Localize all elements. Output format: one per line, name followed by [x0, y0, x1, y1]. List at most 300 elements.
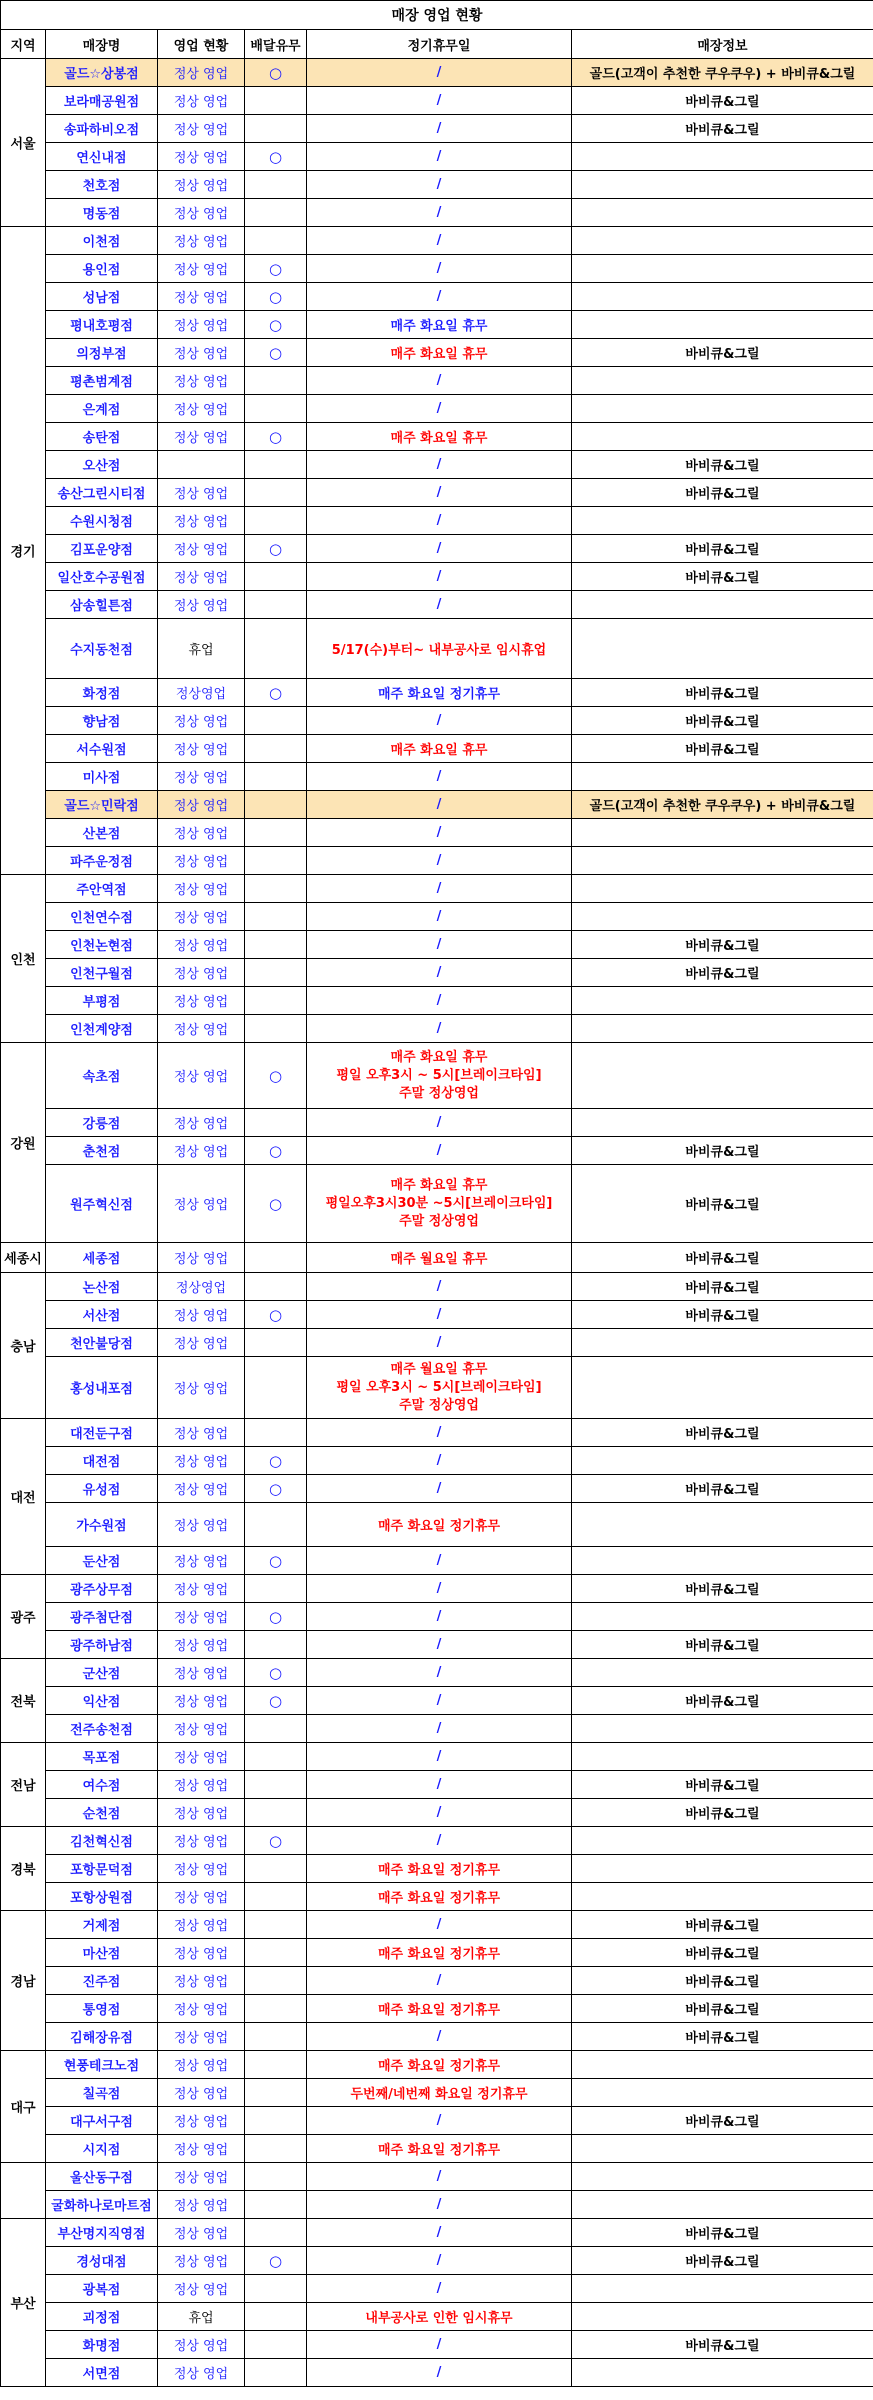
- table-row: [1, 199, 873, 227]
- store-status: 정상 영업: [158, 199, 245, 227]
- delivery-mark: [245, 1273, 307, 1301]
- table-row: [1, 1771, 873, 1799]
- store-info: [572, 1659, 873, 1687]
- store-info: [572, 2191, 873, 2219]
- header-store-info: 매장정보: [572, 30, 873, 59]
- regular-closure: 매주 화요일 정기휴무: [307, 1883, 572, 1911]
- store-name: 논산점: [46, 1273, 158, 1301]
- store-status: 정상 영업: [158, 2247, 245, 2275]
- store-info: 바비큐&그릴: [572, 1939, 873, 1967]
- store-info: [572, 1547, 873, 1575]
- region-cell: 경북: [1, 1827, 46, 1911]
- table-row: [1, 1137, 873, 1165]
- delivery-mark: [245, 707, 307, 735]
- store-info: 바비큐&그릴: [572, 1967, 873, 1995]
- regular-closure: /: [307, 1575, 572, 1603]
- store-status: 정상 영업: [158, 115, 245, 143]
- store-name: 의정부점: [46, 339, 158, 367]
- table-row: [1, 2135, 873, 2163]
- delivery-mark: ○: [245, 423, 307, 451]
- closure-line: 매주 화요일 휴무: [390, 1177, 488, 1193]
- store-info: [572, 1329, 873, 1357]
- table-row: [1, 1855, 873, 1883]
- delivery-mark: ○: [245, 339, 307, 367]
- regular-closure: /: [307, 791, 572, 819]
- regular-closure: /: [307, 451, 572, 479]
- regular-closure: /: [307, 199, 572, 227]
- store-name: 서수원점: [46, 735, 158, 763]
- store-name: 보라매공원점: [46, 87, 158, 115]
- regular-closure: /: [307, 143, 572, 171]
- store-status: 정상 영업: [158, 1603, 245, 1631]
- delivery-mark: ○: [245, 1165, 307, 1243]
- regular-closure: /: [307, 1419, 572, 1447]
- regular-closure: /: [307, 1799, 572, 1827]
- delivery-mark: [245, 959, 307, 987]
- table-row: [1, 367, 873, 395]
- regular-closure: 매주 화요일 휴무: [307, 311, 572, 339]
- delivery-mark: [245, 479, 307, 507]
- store-info: [572, 395, 873, 423]
- store-name: 평촌범계점: [46, 367, 158, 395]
- store-name: 군산점: [46, 1659, 158, 1687]
- regular-closure: /: [307, 875, 572, 903]
- table-row: [1, 591, 873, 619]
- regular-closure: /: [307, 903, 572, 931]
- regular-closure: /: [307, 2247, 572, 2275]
- regular-closure: 5/17(수)부터~ 내부공사로 임시휴업: [307, 619, 572, 679]
- store-name: 광주첨단점: [46, 1603, 158, 1631]
- regular-closure: /: [307, 1109, 572, 1137]
- store-info: [572, 227, 873, 255]
- store-status: 정상영업: [158, 1273, 245, 1301]
- region-cell: 대구: [1, 2051, 46, 2163]
- regular-closure: /: [307, 819, 572, 847]
- store-status: 정상 영업: [158, 143, 245, 171]
- store-status: 정상영업: [158, 679, 245, 707]
- table-row: [1, 959, 873, 987]
- table-row: [1, 1547, 873, 1575]
- store-status: 정상 영업: [158, 1631, 245, 1659]
- store-name: 홍성내포점: [46, 1357, 158, 1419]
- table-row: [1, 619, 873, 679]
- store-info: 바비큐&그릴: [572, 1687, 873, 1715]
- store-info: 바비큐&그릴: [572, 1475, 873, 1503]
- delivery-mark: ○: [245, 1475, 307, 1503]
- regular-closure: /: [307, 1329, 572, 1357]
- region-cell: 광주: [1, 1575, 46, 1659]
- store-info: [572, 1883, 873, 1911]
- store-status: 정상 영업: [158, 1301, 245, 1329]
- delivery-mark: [245, 1243, 307, 1273]
- table-row: [1, 2023, 873, 2051]
- region-cell: 경기: [1, 227, 46, 875]
- delivery-mark: [245, 1109, 307, 1137]
- store-name: 김천혁신점: [46, 1827, 158, 1855]
- store-name: 순천점: [46, 1799, 158, 1827]
- store-info: [572, 199, 873, 227]
- store-info: [572, 1827, 873, 1855]
- delivery-mark: [245, 1503, 307, 1547]
- table-row: [1, 479, 873, 507]
- store-status: 정상 영업: [158, 2359, 245, 2387]
- store-name: 화정점: [46, 679, 158, 707]
- store-name: 향남점: [46, 707, 158, 735]
- regular-closure: /: [307, 367, 572, 395]
- delivery-mark: [245, 115, 307, 143]
- delivery-mark: [245, 2219, 307, 2247]
- store-status: 정상 영업: [158, 367, 245, 395]
- store-info: [572, 2303, 873, 2331]
- closure-line: 주말 정상영업: [399, 1085, 479, 1101]
- store-status: 정상 영업: [158, 1799, 245, 1827]
- delivery-mark: ○: [245, 283, 307, 311]
- table-row: [1, 563, 873, 591]
- store-status: 정상 영업: [158, 59, 245, 87]
- table-row: [1, 339, 873, 367]
- table-row: [1, 171, 873, 199]
- table-row: [1, 395, 873, 423]
- store-name: 통영점: [46, 1995, 158, 2023]
- store-info: [572, 875, 873, 903]
- table-row: [1, 1883, 873, 1911]
- delivery-mark: ○: [245, 1659, 307, 1687]
- store-status: 정상 영업: [158, 2135, 245, 2163]
- store-status: 정상 영업: [158, 1939, 245, 1967]
- table-row: [1, 819, 873, 847]
- store-info: [572, 1447, 873, 1475]
- store-name: 부산명지직영점: [46, 2219, 158, 2247]
- store-info: 바비큐&그릴: [572, 1799, 873, 1827]
- store-name: 춘천점: [46, 1137, 158, 1165]
- regular-closure: /: [307, 1301, 572, 1329]
- store-info: 바비큐&그릴: [572, 1911, 873, 1939]
- store-name: 천안불당점: [46, 1329, 158, 1357]
- regular-closure: /: [307, 1547, 572, 1575]
- regular-closure: /: [307, 479, 572, 507]
- delivery-mark: ○: [245, 1603, 307, 1631]
- store-name: 인천연수점: [46, 903, 158, 931]
- store-name: 가수원점: [46, 1503, 158, 1547]
- store-name: 수원시청점: [46, 507, 158, 535]
- region-cell: [1, 2163, 46, 2219]
- header-store-name: 매장명: [46, 30, 158, 59]
- table-row: [1, 1243, 873, 1273]
- store-info: 바비큐&그릴: [572, 2023, 873, 2051]
- table-row: [1, 227, 873, 255]
- table-row: [1, 1911, 873, 1939]
- store-name: 인천계양점: [46, 1015, 158, 1043]
- store-info: [572, 1715, 873, 1743]
- header-status: 영업 현황: [158, 30, 245, 59]
- store-status: 정상 영업: [158, 311, 245, 339]
- store-status: [158, 451, 245, 479]
- delivery-mark: [245, 1419, 307, 1447]
- store-status: 정상 영업: [158, 2079, 245, 2107]
- store-info: [572, 283, 873, 311]
- delivery-mark: ○: [245, 2247, 307, 2275]
- table-row: [1, 763, 873, 791]
- regular-closure: 매주 화요일 정기휴무: [307, 1995, 572, 2023]
- store-info: 바비큐&그릴: [572, 1273, 873, 1301]
- store-info: [572, 591, 873, 619]
- delivery-mark: [245, 451, 307, 479]
- delivery-mark: [245, 931, 307, 959]
- store-status: 정상 영업: [158, 819, 245, 847]
- table-row: [1, 1799, 873, 1827]
- regular-closure: /: [307, 1827, 572, 1855]
- delivery-mark: [245, 2023, 307, 2051]
- store-name: 부평점: [46, 987, 158, 1015]
- store-status: 정상 영업: [158, 2163, 245, 2191]
- store-info: [572, 1109, 873, 1137]
- store-info: [572, 1743, 873, 1771]
- store-status: 정상 영업: [158, 1475, 245, 1503]
- table-row: [1, 2079, 873, 2107]
- store-status: 정상 영업: [158, 591, 245, 619]
- store-name: 둔산점: [46, 1547, 158, 1575]
- table-row: [1, 2191, 873, 2219]
- store-name: 송산그린시티점: [46, 479, 158, 507]
- table-row: [1, 1687, 873, 1715]
- store-status: 정상 영업: [158, 1967, 245, 1995]
- store-status: 정상 영업: [158, 395, 245, 423]
- table-row: [1, 1967, 873, 1995]
- store-name: 수지동천점: [46, 619, 158, 679]
- closure-line: 주말 정상영업: [399, 1397, 479, 1413]
- store-status: 정상 영업: [158, 479, 245, 507]
- table-row: [1, 1995, 873, 2023]
- regular-closure: /: [307, 1603, 572, 1631]
- header-delivery: 배달유무: [245, 30, 307, 59]
- regular-closure: 매주 화요일 휴무: [307, 339, 572, 367]
- closure-line: 평일 오후3시 ~ 5시[브레이크타임]: [336, 1067, 542, 1083]
- table-row: [1, 2303, 873, 2331]
- store-name: 천호점: [46, 171, 158, 199]
- store-info: [572, 2051, 873, 2079]
- delivery-mark: [245, 847, 307, 875]
- store-info: 바비큐&그릴: [572, 1137, 873, 1165]
- closure-line: 매주 월요일 휴무: [390, 1361, 488, 1377]
- regular-closure: [307, 1043, 572, 1109]
- store-name: 대전점: [46, 1447, 158, 1475]
- closure-line: 평일오후3시30분 ~5시[브레이크타임]: [325, 1195, 553, 1211]
- store-status: 정상 영업: [158, 1447, 245, 1475]
- regular-closure: /: [307, 763, 572, 791]
- store-name: 진주점: [46, 1967, 158, 1995]
- table-row: [1, 847, 873, 875]
- regular-closure: 매주 화요일 휴무: [307, 735, 572, 763]
- regular-closure: /: [307, 2191, 572, 2219]
- store-name: 포항상원점: [46, 1883, 158, 1911]
- table-row: [1, 707, 873, 735]
- store-status: 정상 영업: [158, 283, 245, 311]
- table-row: [1, 507, 873, 535]
- regular-closure: /: [307, 1137, 572, 1165]
- regular-closure: /: [307, 2359, 572, 2387]
- store-name: 여수점: [46, 1771, 158, 1799]
- store-name: 평내호평점: [46, 311, 158, 339]
- store-info: 바비큐&그릴: [572, 2331, 873, 2359]
- store-name: 은계점: [46, 395, 158, 423]
- store-status: 정상 영업: [158, 707, 245, 735]
- region-cell: 강원: [1, 1043, 46, 1243]
- store-name: 주안역점: [46, 875, 158, 903]
- store-info: [572, 1015, 873, 1043]
- regular-closure: 두번째/네번째 화요일 정기휴무: [307, 2079, 572, 2107]
- store-name: 굴화하나로마트점: [46, 2191, 158, 2219]
- store-status: 정상 영업: [158, 903, 245, 931]
- table-row: [1, 1419, 873, 1447]
- store-status: 정상 영업: [158, 1109, 245, 1137]
- table-row: [1, 791, 873, 819]
- store-status: 정상 영업: [158, 1419, 245, 1447]
- store-status: 정상 영업: [158, 2107, 245, 2135]
- store-info: 바비큐&그릴: [572, 451, 873, 479]
- delivery-mark: [245, 2275, 307, 2303]
- store-info: [572, 143, 873, 171]
- regular-closure: /: [307, 1475, 572, 1503]
- store-status: 정상 영업: [158, 735, 245, 763]
- store-info: [572, 819, 873, 847]
- store-status: 정상 영업: [158, 791, 245, 819]
- store-name: 속초점: [46, 1043, 158, 1109]
- regular-closure: /: [307, 2331, 572, 2359]
- store-name: 이천점: [46, 227, 158, 255]
- store-status: 정상 영업: [158, 959, 245, 987]
- delivery-mark: ○: [245, 1547, 307, 1575]
- regular-closure: /: [307, 2219, 572, 2247]
- regular-closure: [307, 1165, 572, 1243]
- regular-closure: /: [307, 59, 572, 87]
- regular-closure: /: [307, 563, 572, 591]
- store-name: 광복점: [46, 2275, 158, 2303]
- table-row: [1, 2275, 873, 2303]
- regular-closure: /: [307, 2163, 572, 2191]
- table-row: [1, 1631, 873, 1659]
- table-row: [1, 1273, 873, 1301]
- regular-closure: /: [307, 959, 572, 987]
- store-status: 정상 영업: [158, 1855, 245, 1883]
- store-name: 삼송힐튼점: [46, 591, 158, 619]
- store-name: 괴정점: [46, 2303, 158, 2331]
- store-status: 정상 영업: [158, 535, 245, 563]
- header-regular-closure: 정기휴무일: [307, 30, 572, 59]
- closure-line: 주말 정상영업: [399, 1213, 479, 1229]
- delivery-mark: ○: [245, 1447, 307, 1475]
- delivery-mark: [245, 1357, 307, 1419]
- table-row: [1, 1827, 873, 1855]
- store-status: 정상 영업: [158, 1503, 245, 1547]
- store-info: 바비큐&그릴: [572, 735, 873, 763]
- store-status: 정상 영업: [158, 2331, 245, 2359]
- delivery-mark: [245, 791, 307, 819]
- delivery-mark: [245, 1743, 307, 1771]
- table-row: [1, 143, 873, 171]
- regular-closure: /: [307, 1967, 572, 1995]
- store-name: 서면점: [46, 2359, 158, 2387]
- table-row: [1, 1475, 873, 1503]
- table-row: [1, 423, 873, 451]
- header-row: [1, 30, 873, 59]
- store-status: 정상 영업: [158, 227, 245, 255]
- table-row: [1, 451, 873, 479]
- store-status: 정상 영업: [158, 507, 245, 535]
- regular-closure: 매주 화요일 정기휴무: [307, 1939, 572, 1967]
- store-info: 바비큐&그릴: [572, 479, 873, 507]
- store-name: 전주송천점: [46, 1715, 158, 1743]
- store-info: [572, 903, 873, 931]
- store-status: 정상 영업: [158, 931, 245, 959]
- store-status: 정상 영업: [158, 339, 245, 367]
- store-info: 바비큐&그릴: [572, 1575, 873, 1603]
- regular-closure: /: [307, 591, 572, 619]
- table-row: [1, 987, 873, 1015]
- delivery-mark: [245, 1575, 307, 1603]
- store-name: 김해장유점: [46, 2023, 158, 2051]
- delivery-mark: [245, 1855, 307, 1883]
- store-name: 성남점: [46, 283, 158, 311]
- regular-closure: /: [307, 1273, 572, 1301]
- store-status: 정상 영업: [158, 2191, 245, 2219]
- delivery-mark: [245, 1329, 307, 1357]
- delivery-mark: [245, 819, 307, 847]
- delivery-mark: ○: [245, 143, 307, 171]
- store-name: 김포운양점: [46, 535, 158, 563]
- store-status: 정상 영업: [158, 2275, 245, 2303]
- store-info: 바비큐&그릴: [572, 959, 873, 987]
- store-name: 현풍테크노점: [46, 2051, 158, 2079]
- regular-closure: 매주 화요일 정기휴무: [307, 1503, 572, 1547]
- store-info: [572, 847, 873, 875]
- regular-closure: /: [307, 1687, 572, 1715]
- store-info: 바비큐&그릴: [572, 1419, 873, 1447]
- store-status: 정상 영업: [158, 1911, 245, 1939]
- store-status: 정상 영업: [158, 563, 245, 591]
- delivery-mark: [245, 2303, 307, 2331]
- table-row: [1, 1603, 873, 1631]
- store-name: 울산동구점: [46, 2163, 158, 2191]
- delivery-mark: [245, 395, 307, 423]
- regular-closure: /: [307, 171, 572, 199]
- table-row: [1, 1301, 873, 1329]
- delivery-mark: [245, 227, 307, 255]
- store-info: [572, 763, 873, 791]
- store-info: 바비큐&그릴: [572, 679, 873, 707]
- delivery-mark: [245, 1995, 307, 2023]
- store-name: 일산호수공원점: [46, 563, 158, 591]
- store-status: 정상 영업: [158, 1357, 245, 1419]
- store-info: 바비큐&그릴: [572, 1995, 873, 2023]
- table-row: [1, 1575, 873, 1603]
- regular-closure: /: [307, 1447, 572, 1475]
- store-name: 목포점: [46, 1743, 158, 1771]
- store-name: 익산점: [46, 1687, 158, 1715]
- store-info: 바비큐&그릴: [572, 1165, 873, 1243]
- table-row: [1, 59, 873, 87]
- delivery-mark: ○: [245, 255, 307, 283]
- delivery-mark: [245, 2191, 307, 2219]
- delivery-mark: [245, 1631, 307, 1659]
- delivery-mark: ○: [245, 1687, 307, 1715]
- table-row: [1, 1043, 873, 1109]
- regular-closure: /: [307, 1911, 572, 1939]
- delivery-mark: [245, 171, 307, 199]
- store-name: 마산점: [46, 1939, 158, 1967]
- store-status: 정상 영업: [158, 1243, 245, 1273]
- header-region: 지역: [1, 30, 46, 59]
- store-info: 골드(고객이 추천한 쿠우쿠우) + 바비큐&그릴: [572, 59, 873, 87]
